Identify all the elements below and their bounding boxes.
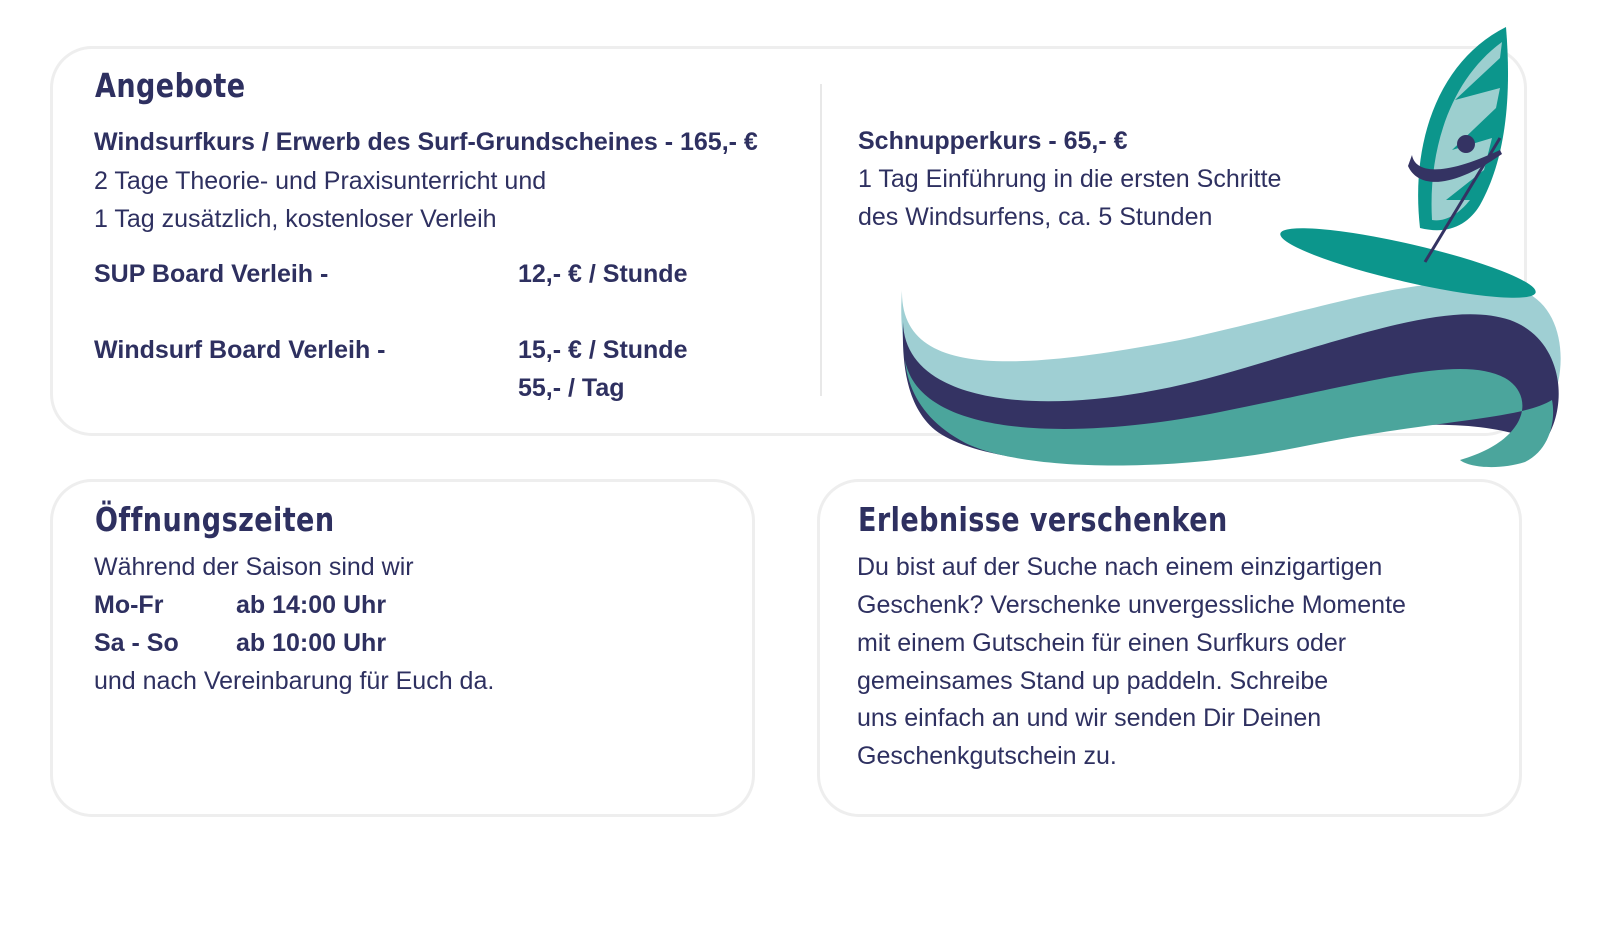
course-line-2: 1 Tag zusätzlich, kostenloser Verleih xyxy=(94,205,497,233)
windsurf-rental-price-day: 55,- / Tag xyxy=(518,374,625,402)
offers-heading: Angebote xyxy=(95,66,246,105)
weekday-label: Mo-Fr xyxy=(94,591,164,619)
gift-line: uns einfach an und wir senden Dir Deinen xyxy=(857,704,1322,732)
weekend-label: Sa - So xyxy=(94,629,179,657)
course-title: Windsurfkurs / Erwerb des Surf-Grundscheines - 165,- € xyxy=(94,128,758,156)
gift-line: mit einem Gutschein für einen Surfkurs oder xyxy=(857,629,1347,657)
trial-course-title: Schnupperkurs - 65,- € xyxy=(858,127,1128,155)
windsurf-rental-label: Windsurf Board Verleih - xyxy=(94,336,386,364)
sup-rental-label: SUP Board Verleih - xyxy=(94,260,329,288)
hours-outro: und nach Vereinbarung für Euch da. xyxy=(94,667,495,695)
sup-rental-price: 12,- € / Stunde xyxy=(518,260,688,288)
gift-line: gemeinsames Stand up paddeln. Schreibe xyxy=(857,667,1329,695)
trial-course-line-2: des Windsurfens, ca. 5 Stunden xyxy=(858,203,1213,231)
weekend-time: ab 10:00 Uhr xyxy=(236,629,387,657)
hours-heading: Öffnungszeiten xyxy=(95,500,335,539)
gift-line: Geschenkgutschein zu. xyxy=(857,742,1117,770)
trial-course-line-1: 1 Tag Einführung in die ersten Schritte xyxy=(858,165,1282,193)
windsurf-rental-price-hour: 15,- € / Stunde xyxy=(518,336,688,364)
gift-line: Du bist auf der Suche nach einem einzigartigen xyxy=(857,553,1383,581)
course-line-1: 2 Tage Theorie- und Praxisunterricht und xyxy=(94,167,547,195)
hours-intro: Während der Saison sind wir xyxy=(94,553,414,581)
surfer-head xyxy=(1457,135,1475,153)
weekday-time: ab 14:00 Uhr xyxy=(236,591,387,619)
gift-heading: Erlebnisse verschenken xyxy=(858,500,1228,539)
gift-line: Geschenk? Verschenke unvergessliche Momente xyxy=(857,591,1406,619)
